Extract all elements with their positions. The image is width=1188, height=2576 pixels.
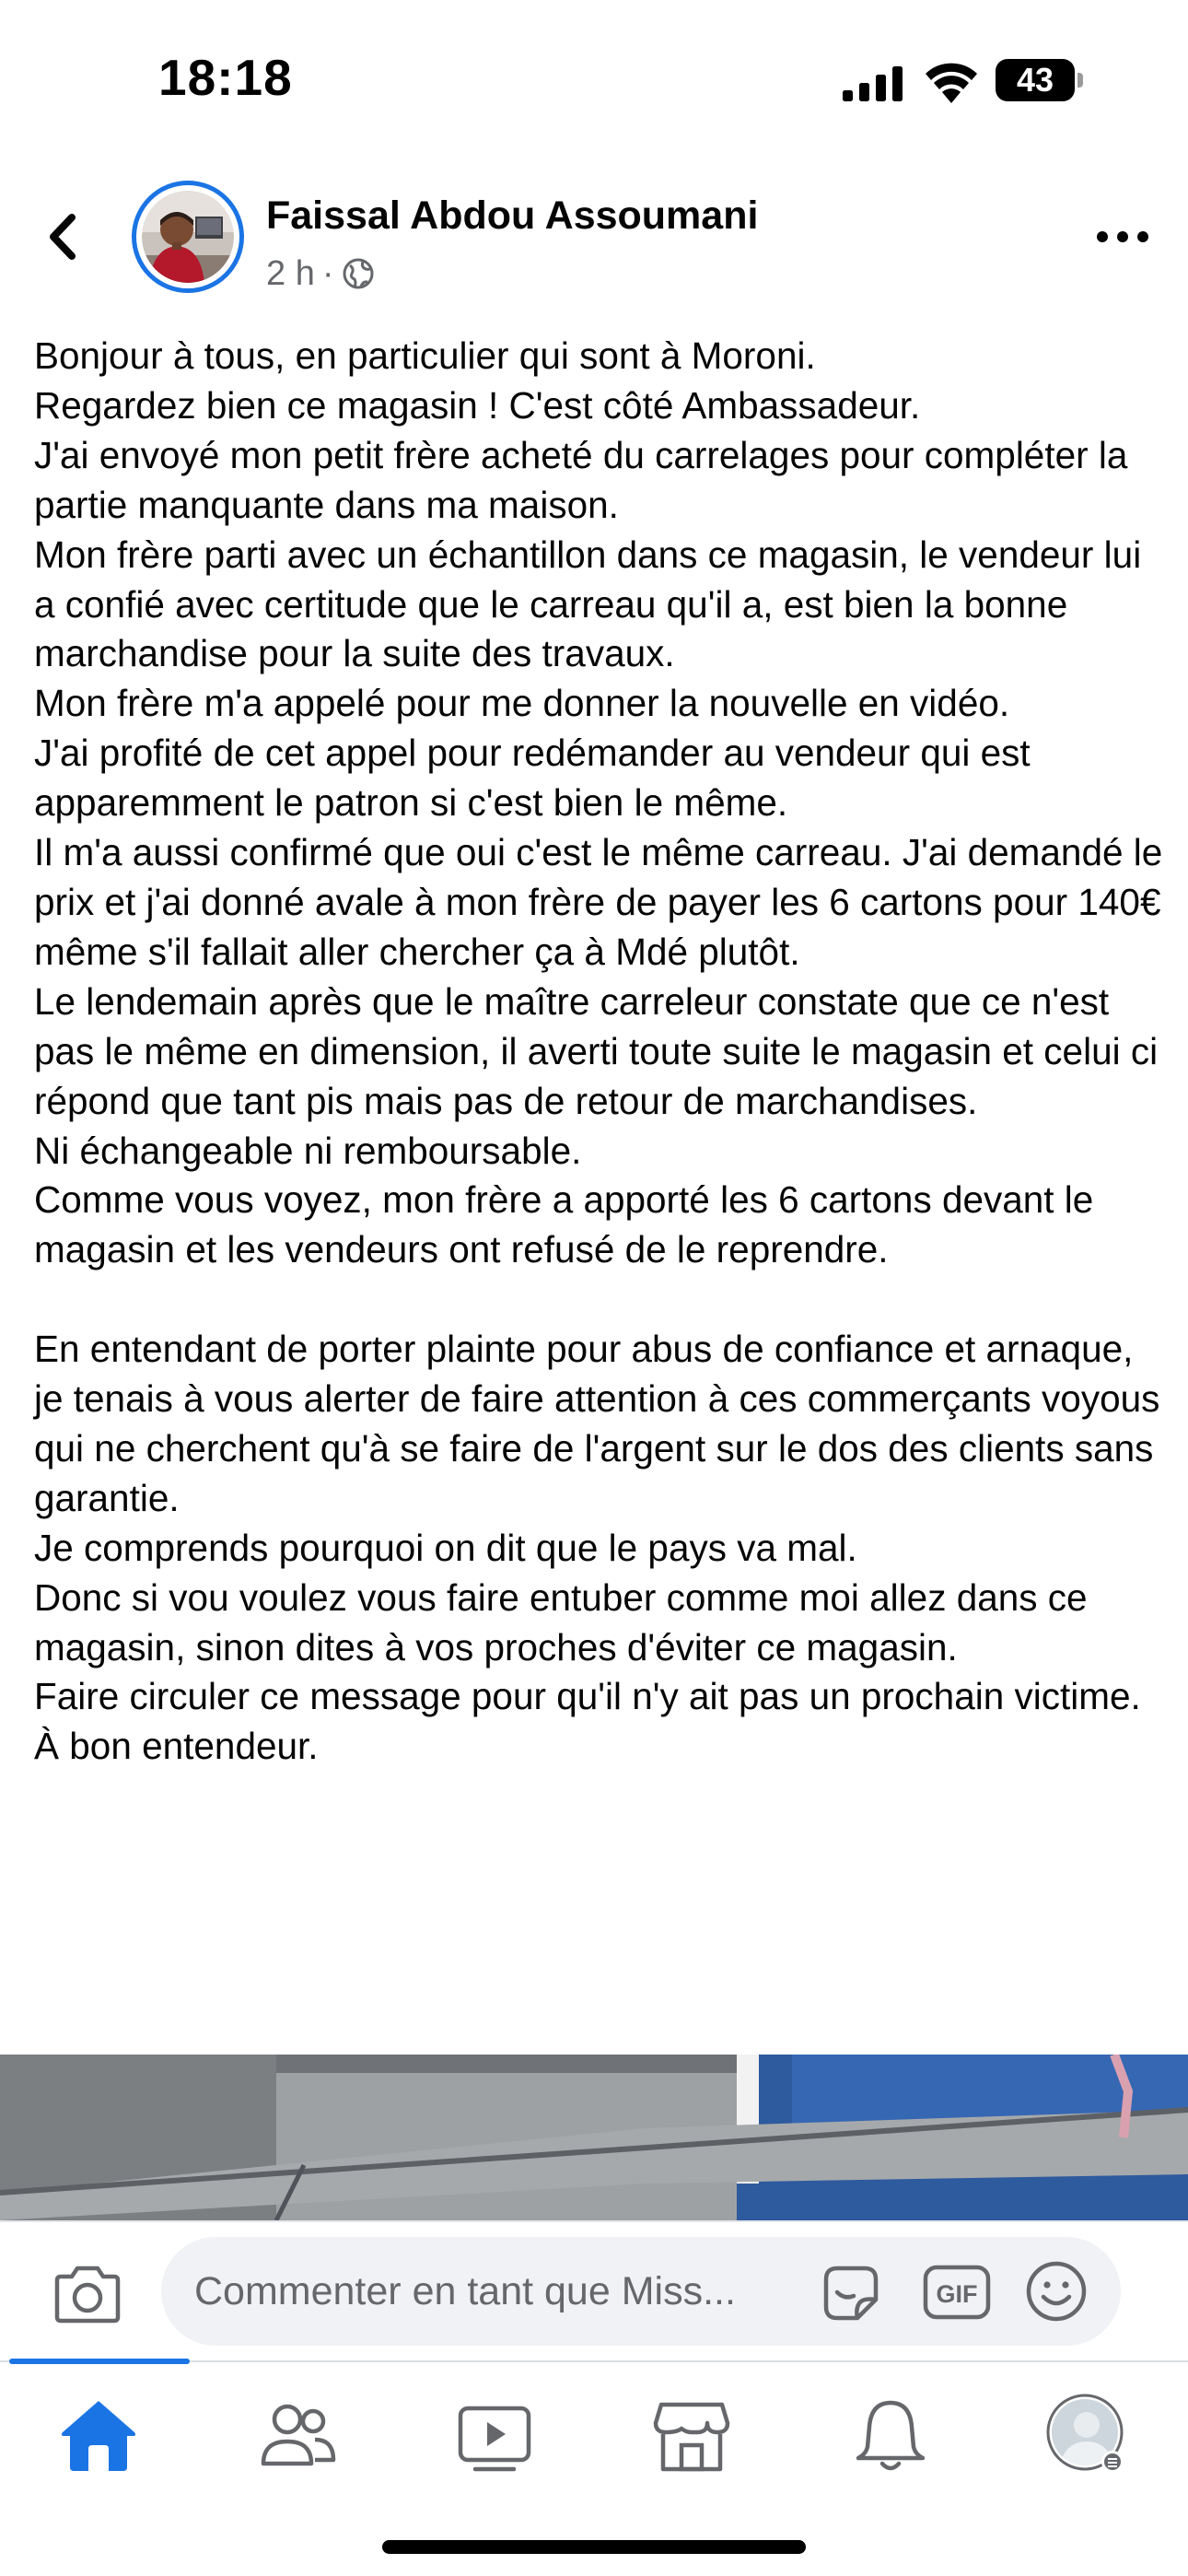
friends-icon[interactable]	[256, 2394, 339, 2476]
battery-level: 43	[1016, 61, 1054, 99]
gif-label: GIF	[936, 2280, 978, 2308]
post-meta	[266, 252, 376, 295]
comment-composer	[0, 2220, 1188, 2359]
marketplace-icon[interactable]	[650, 2394, 733, 2476]
video-icon[interactable]	[453, 2394, 536, 2476]
comment-input[interactable]	[161, 2237, 1121, 2346]
author-avatar[interactable]	[132, 181, 244, 293]
gif-icon[interactable]	[922, 2264, 992, 2321]
home-icon[interactable]	[57, 2394, 140, 2476]
globe-icon	[341, 256, 376, 291]
comment-placeholder: Commenter en tant que Miss...	[194, 2269, 736, 2313]
active-tab-indicator	[9, 2359, 190, 2364]
back-arrow-icon[interactable]	[37, 205, 92, 269]
status-bar	[0, 0, 1188, 157]
meta-separator: ·	[321, 253, 334, 293]
status-time: 18:18	[158, 49, 293, 106]
emoji-icon[interactable]	[1024, 2259, 1089, 2324]
wifi-icon	[924, 57, 979, 103]
avatar-photo	[142, 191, 234, 283]
sticker-icon[interactable]	[817, 2259, 885, 2327]
post-text: Bonjour à tous, en particulier qui sont à Moroni. Regardez bien ce magasin ! C'est côté Ambassadeur. J'ai envoyé mon petit frère acheté du carrelages pour compléter la partie manquante dans ma maison. Mon frère parti avec un échantillon dans ce magasin, le vendeur lui a confié avec certitude que le carreau qu'il a, est bien la bonne marchandise pour la suite des travaux. Mon frère m'a appelé pour me donner la nouvelle en vidéo. J'ai profité de cet appel pour redémander au vendeur qui est apparemment le patron si c'est bien le même. Il m'a aussi confirmé que oui c'est le même carreau. J'ai demandé le prix et j'ai donné avale à mon frère de payer les 6 cartons pour 140€ même s'il fallait aller chercher ça à Mdé plutôt. Le lendemain après que le maître carreleur constate que ce n'est pas le même en dimension, il averti toute suite le magasin et celui ci répond que tant pis mais pas de retour de marchandises. Ni échangeable ni remboursable. Comme vous voyez, mon frère a apporté les 6 cartons devant le magasin et les vendeurs ont refusé de le reprendre. En entendant de porter plainte pour abus de confiance et arnaque, je tenais à vous alerter de faire attention à ces commerçants voyous qui ne cherchent qu'à se faire de l'argent sur le dos des clients sans garantie. Je comprends pourquoi on dit que le pays va mal. Donc si vou voulez vous faire entuber comme moi allez dans ce magasin, sinon dites à vos proches d'éviter ce magasin. Faire circuler ce message pour qu'il n'y ait pas un prochain victime. À bon entendeur.	[34, 334, 1163, 1768]
more-options-icon[interactable]	[1091, 214, 1154, 260]
notifications-icon[interactable]	[849, 2394, 932, 2476]
home-indicator[interactable]	[382, 2540, 806, 2554]
cellular-signal-icon	[843, 66, 903, 101]
profile-icon[interactable]	[1046, 2394, 1129, 2476]
camera-icon[interactable]	[52, 2264, 123, 2324]
post-photo[interactable]	[0, 2055, 1188, 2220]
author-name[interactable]: Faissal Abdou Assoumani	[266, 193, 759, 238]
post-time[interactable]: 2 h	[266, 253, 315, 293]
battery-icon	[996, 59, 1083, 101]
